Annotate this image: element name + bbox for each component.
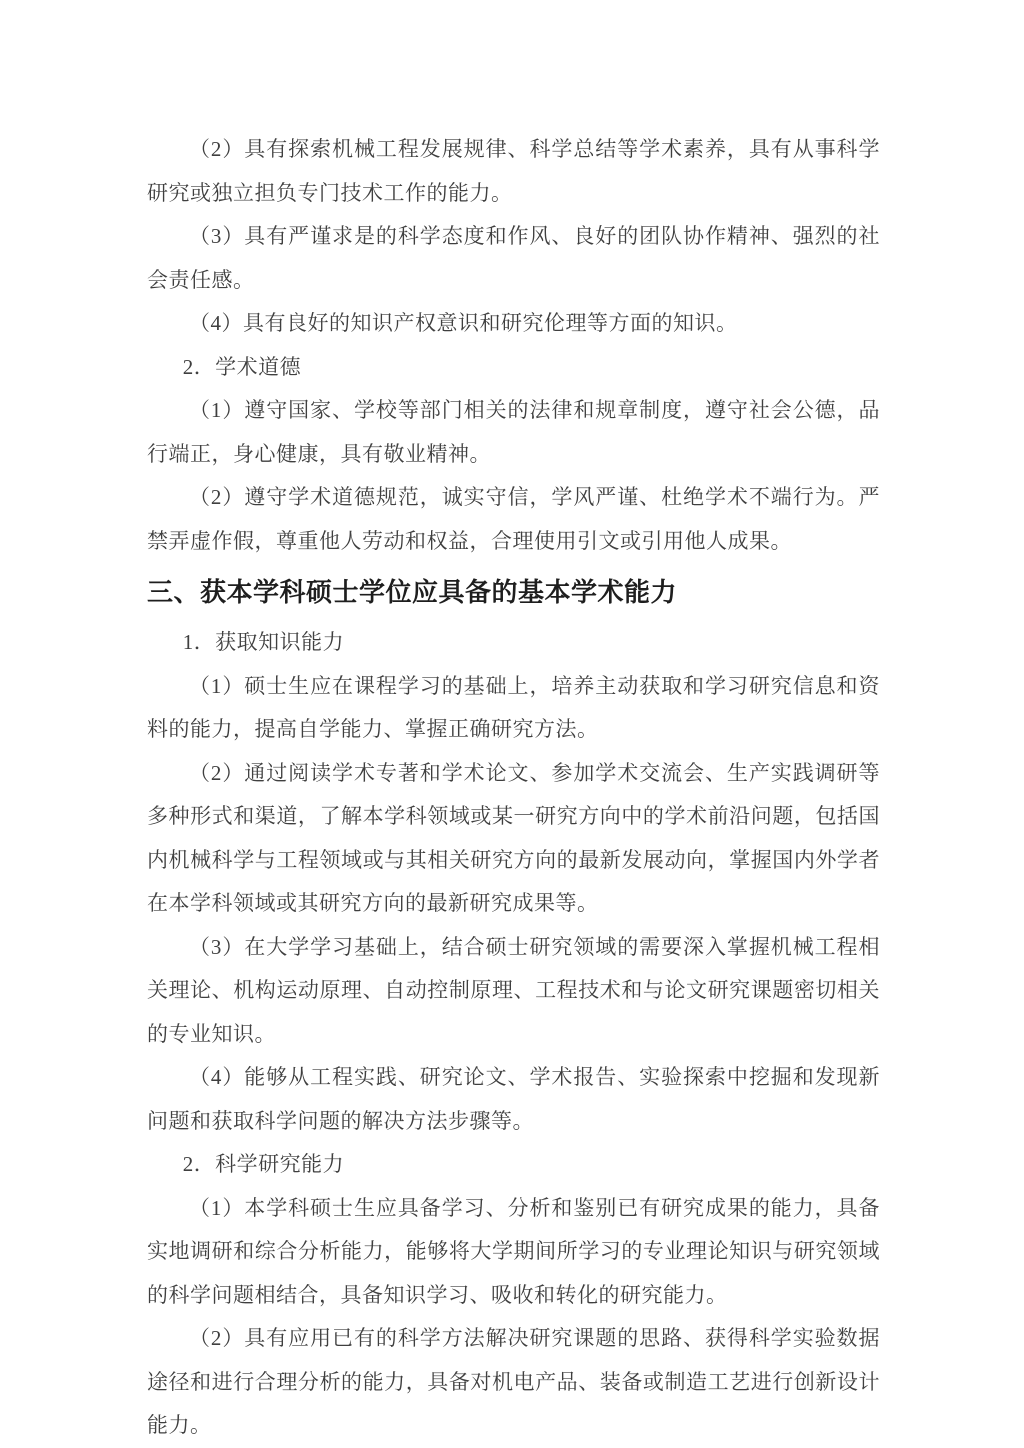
para-ethics-2: （2）遵守学术道德规范，诚实守信，学风严谨、杜绝学术不端行为。严禁弄虚作假，尊重他人劳动和权益，合理使用引文或引用他人成果。: [147, 485, 880, 553]
para-knowledge-2: （2）通过阅读学术专著和学术论文、参加学术交流会、生产实践调研等多种形式和渠道，了解本学科领域或某一研究方向中的学术前沿问题，包括国内机械科学与工程领域或与其相关研究方向的最新发展动向，掌握国内外学者在本学科领域或其研究方向的最新研究成果等。: [147, 760, 880, 915]
para-research-2: （2）具有应用已有的科学方法解决研究课题的思路、获得科学实验数据途径和进行合理分析的能力，具备对机电产品、装备或制造工艺进行创新设计能力。: [147, 1326, 880, 1437]
para-ethics-1: （1）遵守国家、学校等部门相关的法律和规章制度，遵守社会公德，品行端正，身心健康，具有敬业精神。: [147, 398, 880, 466]
para-quality-2: （2）具有探索机械工程发展规律、科学总结等学术素养，具有从事科学研究或独立担负专门技术工作的能力。: [147, 137, 880, 205]
para-knowledge-3: （3）在大学学习基础上，结合硕士研究领域的需要深入掌握机械工程相关理论、机构运动原理、自动控制原理、工程技术和与论文研究课题密切相关的专业知识。: [147, 934, 880, 1046]
section-heading-academic-ability: 三、获本学科硕士学位应具备的基本学术能力: [147, 577, 678, 607]
subheading-academic-ethics: 2．学术道德: [182, 354, 302, 379]
para-knowledge-4: （4）能够从工程实践、研究论文、学术报告、实验探索中挖掘和发现新问题和获取科学问题的解决方法步骤等。: [147, 1065, 880, 1133]
document-content: [147, 128, 880, 1448]
subheading-research-ability: 2．科学研究能力: [182, 1152, 345, 1176]
subheading-knowledge-acquisition: 1．获取知识能力: [182, 630, 345, 654]
para-quality-3: （3）具有严谨求是的科学态度和作风、良好的团队协作精神、强烈的社会责任感。: [147, 224, 880, 292]
para-quality-4: （4）具有良好的知识产权意识和研究伦理等方面的知识。: [189, 311, 738, 335]
para-research-1: （1）本学科硕士生应具备学习、分析和鉴别已有研究成果的能力，具备实地调研和综合分析能力，能够将大学期间所学习的专业理论知识与研究领域的科学问题相结合，具备知识学习、吸收和转化的研究能力。: [147, 1195, 880, 1307]
para-knowledge-1: （1）硕士生应在课程学习的基础上，培养主动获取和学习研究信息和资料的能力，提高自学能力、掌握正确研究方法。: [147, 673, 880, 741]
